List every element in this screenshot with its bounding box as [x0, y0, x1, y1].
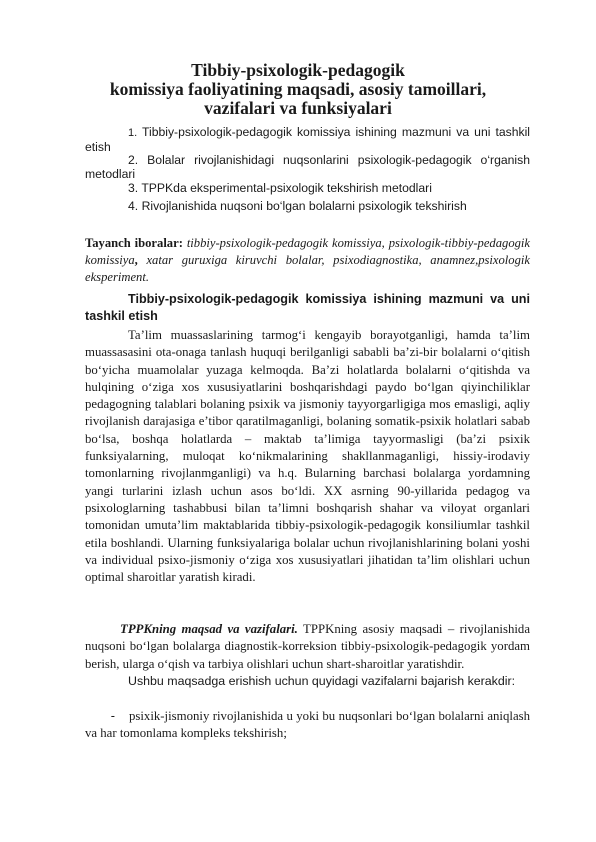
- bullet-item-1: [85, 707, 530, 743]
- plan-item-number: 1.: [128, 127, 138, 139]
- plan-item-1: [85, 125, 530, 154]
- plan-item-text: TPPKda eksperimental-psixologik tekshirish metodlari: [141, 181, 432, 195]
- paragraph-2-text: TPPKning asosiy maqsadi – rivojlanishida nuqsoni bo‘lgan bolalarga diagnostik-korreksion tibbiy-psixologik-pedagogik yordam berish, ularga o‘qish va tarbiya olishlari uchun shart-sharoitlar yaratishdir.: [85, 622, 531, 671]
- keywords-text-2: xatar guruxiga kiruvchi bolalar, psixodiagnostika, anamnez,psixologik eksperiment.: [85, 253, 530, 284]
- plan-item-number: 4.: [128, 199, 139, 213]
- plan-item-text: Tibbiy-psixologik-pedagogik komissiya ishining mazmuni va uni tashkil etish: [85, 125, 530, 154]
- paragraph-3: [85, 673, 530, 690]
- section-heading: [85, 291, 530, 325]
- title-line-1: Tibbiy-psixologik-pedagogik: [191, 60, 405, 80]
- paragraph-3-part-1: Ushbu maqsadga erishish uchun: [128, 674, 309, 688]
- plan-item-text: Bolalar rivojlanishidagi nuqsonlarini psixologik-pedagogik o‘rganish metodlari: [85, 153, 530, 181]
- bullet-marker: -: [110, 708, 115, 723]
- section-heading-text: Tibbiy-psixologik-pedagogik komissiya ishining mazmuni va uni tashkil etish: [85, 292, 530, 323]
- keywords-separator: ,: [134, 253, 138, 267]
- paragraph-1-text: Ta’lim muassaslarining tarmog‘i kengayib borayotganligi, hamda ta’lim muassasasini ota-onaga tanlash huquqi berilganligi sababli ba’zi-bir bolalarni o‘qitish bo‘yicha muamolalar yuzaga kelmoqda. Ba’zi holatlarda bolalarni o‘qitishda va hulqining o‘ziga xos xususiyatlarini boshqarishdagi paydo bo‘lgan qiyinchiliklar pedagogning talablari bolaning psixik va jismoniy tayyorgarligiga mos emasligi, aqliy rivojlanish darajasiga e’tibor qaratilmaganligi, bolaning somatik-psixik holatlari sabab bo‘lsa, boshqa holatlarda – maktab ta’limiga tayyormasligi (ba’zi psixik funksiyalarning, muloqat ko‘nikmalarining shakllanmaganligi, hissiy-irodaviy tomonlarning rivojlanmganligi) va h.q. Bularning barchasi bolalarga yordamning yangi turlarini izlash uchun asos bo‘ldi. XX asrning 90-yillarida pedagog va psixologlarning tashabbusi bilan ta’limni boshqarish shahar va viloyat organlari tomonidan umuta’lim maktablarida tibbiy-psixologik-pedagogik konsiliumlar tashkil etila boshlandi. Ularning funksiyalariga bolalar uchun rivojlanishlarining bolani yoshi va individual psixo-jismoniy o‘ziga xos xususiyatlari jihatidan ta’lim olishlari uchun optimal sharoitlar yaratish kiradi.: [85, 328, 530, 585]
- plan-item-text: Rivojlanishida nuqsoni bo‘lgan bolalarni psixologik tekshirish: [141, 199, 467, 213]
- plan-item-2: [85, 153, 530, 181]
- keywords-label: Tayanch iboralar:: [85, 236, 183, 250]
- title-line-2: komissiya faoliyatining maqsadi, asosiy tamoillari,: [109, 79, 487, 99]
- keywords-block: [85, 235, 530, 286]
- plan-item-number: 3.: [128, 181, 139, 195]
- bullet-item-text: psixik-jismoniy rivojlanishida u yoki bu nuqsonlari bo‘lgan bolalarni aniqlash va har tomonlama kompleks tekshirish;: [85, 709, 530, 741]
- paragraph-1: [85, 327, 530, 586]
- keywords-text-1: tibbiy-psixologik-pedagogik komissiya, psixologik-tibbiy-pedagogik komissiya: [85, 236, 531, 267]
- title-line-3: vazifalari va funksiyalari: [204, 98, 392, 118]
- plan-item-number: 2.: [128, 153, 139, 167]
- plan-item-3: [85, 181, 530, 195]
- paragraph-2: [85, 621, 530, 673]
- plan-item-4: [85, 199, 530, 213]
- paragraph-2-lead: TPPKning maqsad va vazifalari.: [120, 622, 298, 636]
- paragraph-3-part-2: quyidagi vazifalarni bajarish kerakdir:: [308, 674, 516, 688]
